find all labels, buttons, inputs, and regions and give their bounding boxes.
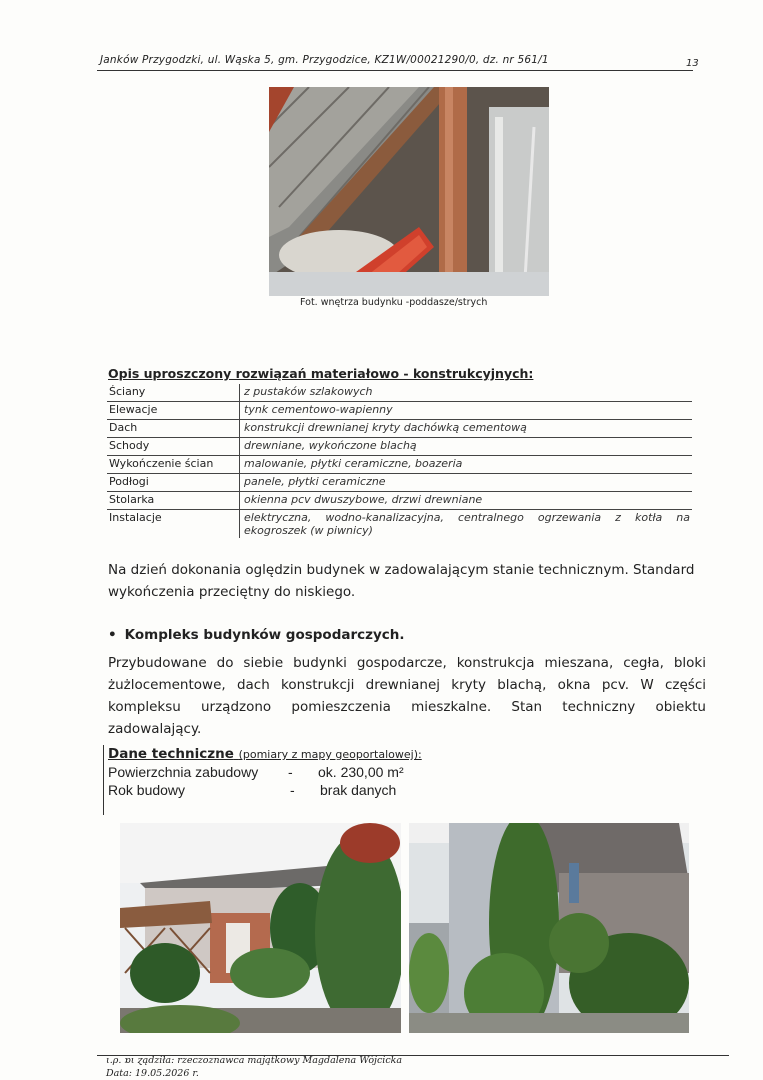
spec-key: Wykończenie ścian xyxy=(107,456,240,474)
spec-row xyxy=(107,402,692,420)
spec-row xyxy=(107,420,692,438)
tech-row-year xyxy=(108,782,185,798)
page-number: 13 xyxy=(686,58,699,69)
spec-row xyxy=(107,510,692,539)
complex-title: Kompleks budynków gospodarczych. xyxy=(124,627,405,643)
tech-label: Rok budowy xyxy=(108,782,186,798)
farm-building-photo-right xyxy=(409,823,689,1033)
spec-row xyxy=(107,474,692,492)
technical-note: (pomiary z mapy geoportalowej): xyxy=(238,748,422,761)
tech-dash: - xyxy=(290,782,295,798)
spec-key: Dach xyxy=(107,420,240,438)
spec-key: Instalacje xyxy=(107,510,240,539)
spec-key: Ściany xyxy=(107,384,240,402)
spec-value: malowanie, płytki ceramiczne, boazeria xyxy=(240,456,693,474)
bullet-marker: • xyxy=(108,627,117,643)
tech-value: ok. 230,00 m² xyxy=(318,764,404,780)
technical-data-title xyxy=(108,746,422,762)
spec-key: Stolarka xyxy=(107,492,240,510)
spec-value: tynk cementowo-wapienny xyxy=(240,402,693,420)
footer xyxy=(106,1054,402,1080)
tech-label: Powierzchnia zabudowy xyxy=(108,764,259,780)
spec-row xyxy=(107,492,692,510)
footer-date: Data: 19.05.2026 r. xyxy=(106,1068,199,1079)
tech-value: brak danych xyxy=(320,782,397,798)
spec-value: elektryczna, wodno-kanalizacyjna, centralnego ogrzewania z kotła na ekogroszek (w piwnicy) xyxy=(244,511,690,537)
spec-value: z pustaków szlakowych xyxy=(240,384,693,402)
spec-value: okienna pcv dwuszybowe, drzwi drewniane xyxy=(240,492,693,510)
spec-value: drewniane, wykończone blachą xyxy=(240,438,693,456)
photo-caption-attic: Fot. wnętrza budynku -poddasze/strych xyxy=(300,297,488,308)
spec-value: panele, płytki ceramiczne xyxy=(240,474,693,492)
condition-paragraph: Na dzień dokonania oględzin budynek w zadowalającym stanie technicznym. Standard wykończenia przeciętny do niskiego. xyxy=(108,562,695,600)
header-rule xyxy=(97,70,693,71)
tech-row-area xyxy=(108,764,258,780)
spec-row xyxy=(107,456,692,474)
spec-section-title: Opis uproszczony rozwiązań materiałowo - konstrukcyjnych: xyxy=(108,366,534,381)
tech-dash: - xyxy=(288,764,293,780)
footer-author: ι.ρ. ɒι ɀądziła: rzeczoznawca majątkowy Magdalena Wójcicka xyxy=(106,1055,403,1066)
spec-value: konstrukcji drewnianej kryty dachówką cementową xyxy=(240,420,693,438)
complex-heading xyxy=(108,627,405,643)
attic-photo xyxy=(269,87,549,296)
farm-building-photo-left xyxy=(120,823,401,1033)
spec-key: Podłogi xyxy=(107,474,240,492)
technical-title-text: Dane techniczne xyxy=(108,746,234,762)
spec-row xyxy=(107,384,692,402)
spec-key: Elewacje xyxy=(107,402,240,420)
document-header-address: Janków Przygodzki, ul. Wąska 5, gm. Przygodzice, KZ1W/00021290/0, dz. nr 561/1 xyxy=(100,54,549,66)
spec-row xyxy=(107,438,692,456)
spec-key: Schody xyxy=(107,438,240,456)
complex-description: Przybudowane do siebie budynki gospodarcze, konstrukcja mieszana, cegła, bloki żużlocementowe, dach konstrukcji drewnianej kryty blachą, okna pcv. W części kompleksu urządzono pomieszczenia mieszkalne. Stan techniczny obiektu zadowalający. xyxy=(108,655,706,737)
spec-table xyxy=(107,384,692,538)
